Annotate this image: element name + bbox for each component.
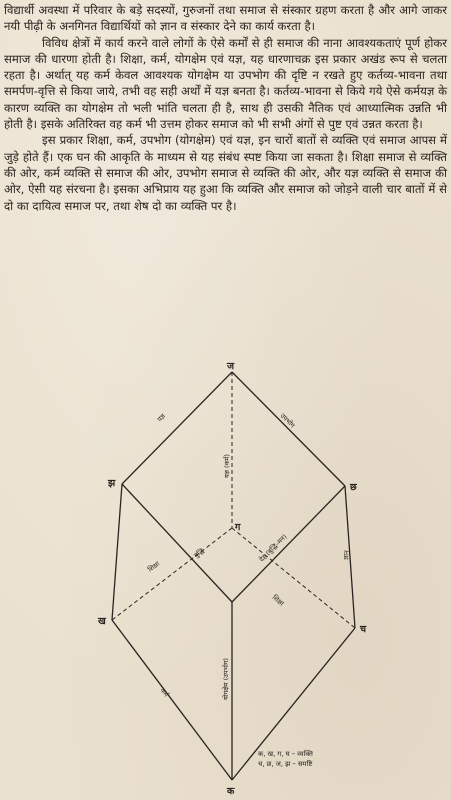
cube-svg: [0, 360, 451, 800]
edge-label-right-vertical: ज्ञान: [342, 550, 351, 561]
edge-upper-left-center: [122, 484, 232, 602]
edge-bottom-left: [112, 620, 232, 780]
edge-label-left-upper: शिक्षा: [146, 559, 162, 574]
edge-upper-right-center: [232, 486, 345, 602]
edge-label-vertical-dashed: यज्ञ (कर्म): [223, 454, 231, 478]
vertex-right-label: च: [360, 624, 367, 635]
paragraph-2: विविध क्षेत्रों में कार्य करने वाले लोगों के ऐसे कर्मों से ही समाज की नाना आवश्यकताएं पूर्ण होकर समाज की धारणा होती है। शिक्षा, कर्म, योगक्षेम एवं यज्ञ, यह धारणाचक्र इस प्रकार अखंड रूप से चलता रहता है। अर्थात् यह कर्म केवल आवश्यक योगक्षेम या उपभोग की दृष्टि न रखते हुए कर्तव्य-भावना तथा समर्पण-वृत्ति से किया जाये, तभी वह सही अर्थों में यज्ञ बनता है। कर्तव्य-भावना से किये गये ऐसे कर्मयज्ञ के कारण व्यक्ति का योगक्षेम तो भली भांति चलता ही है, साथ ही उसकी नैतिक एवं आध्यात्मिक उन्नति भी होती है। इसके अतिरिक्त वह कर्म भी उत्तम होकर समाज को भी सभी अंगों से पुष्ट एवं उन्नत करता है।: [4, 35, 447, 132]
edge-top-right: [232, 372, 345, 486]
paragraph-1: विद्यार्थी अवस्था में परिवार के बड़े सदस्यों, गुरुजनों तथा समाज से संस्कार ग्रहण करता है और आगे जाकर नयी पीढ़ी के अनगिनत विद्यार्थियों को ज्ञान व संस्कार देने का कार्य करता है।: [4, 3, 447, 34]
vertex-upper-left-label: झ: [108, 478, 116, 489]
body-text: [4, 2, 447, 214]
edge-label-top-right: उपभोग: [278, 411, 297, 430]
edge-left-vertical: [112, 484, 122, 620]
edge-label-bottom-left: कर्म: [158, 686, 171, 699]
edge-hidden-right: [232, 528, 355, 628]
edge-top-left: [122, 372, 232, 484]
edge-label-central-vertical: योगक्षेम (उपभोग): [222, 658, 230, 700]
legend-line-2: च, छ, ज, झ – समष्टि: [258, 760, 313, 768]
edge-hidden-left: [112, 528, 232, 620]
edge-label-right-diagonal: देह (बुद्धि–मन): [257, 532, 289, 564]
vertex-upper-right-label: छ: [350, 482, 357, 493]
vertex-center-label: ग: [235, 522, 241, 533]
vertex-left-label: ख: [98, 616, 106, 627]
cube-diagram: [0, 360, 451, 800]
edge-label-center-lower-right: शिक्षा: [270, 593, 286, 608]
legend-line-1: क, ख, ग, घ – व्यक्ति: [258, 750, 313, 758]
edge-label-top-left: यज्ञ: [155, 412, 168, 424]
paragraph-3: इस प्रकार शिक्षा, कर्म, उपभोग (योगक्षेम) एवं यज्ञ, इन चारों बातों से व्यक्ति एवं समाज आपस में जुड़े होते हैं। एक घन की आकृति के माध्यम से यह संबंध स्पष्ट किया जा सकता है। शिक्षा समाज से व्यक्ति की ओर, कर्म व्यक्ति से समाज की ओर, उपभोग समाज से व्यक्ति की ओर, और यज्ञ व्यक्ति से समाज की ओर, ऐसी यह संरचना है। इसका अभिप्राय यह हुआ कि व्यक्ति और समाज को जोड़ने वाली चार बातों में से दो का दायित्व समाज पर, तथा शेष दो का व्यक्ति पर है।: [4, 133, 447, 213]
vertex-bottom-label: क: [227, 786, 235, 797]
edge-label-center-lower-left: बुद्धि: [192, 546, 206, 560]
vertex-top-label: ज: [227, 361, 235, 372]
